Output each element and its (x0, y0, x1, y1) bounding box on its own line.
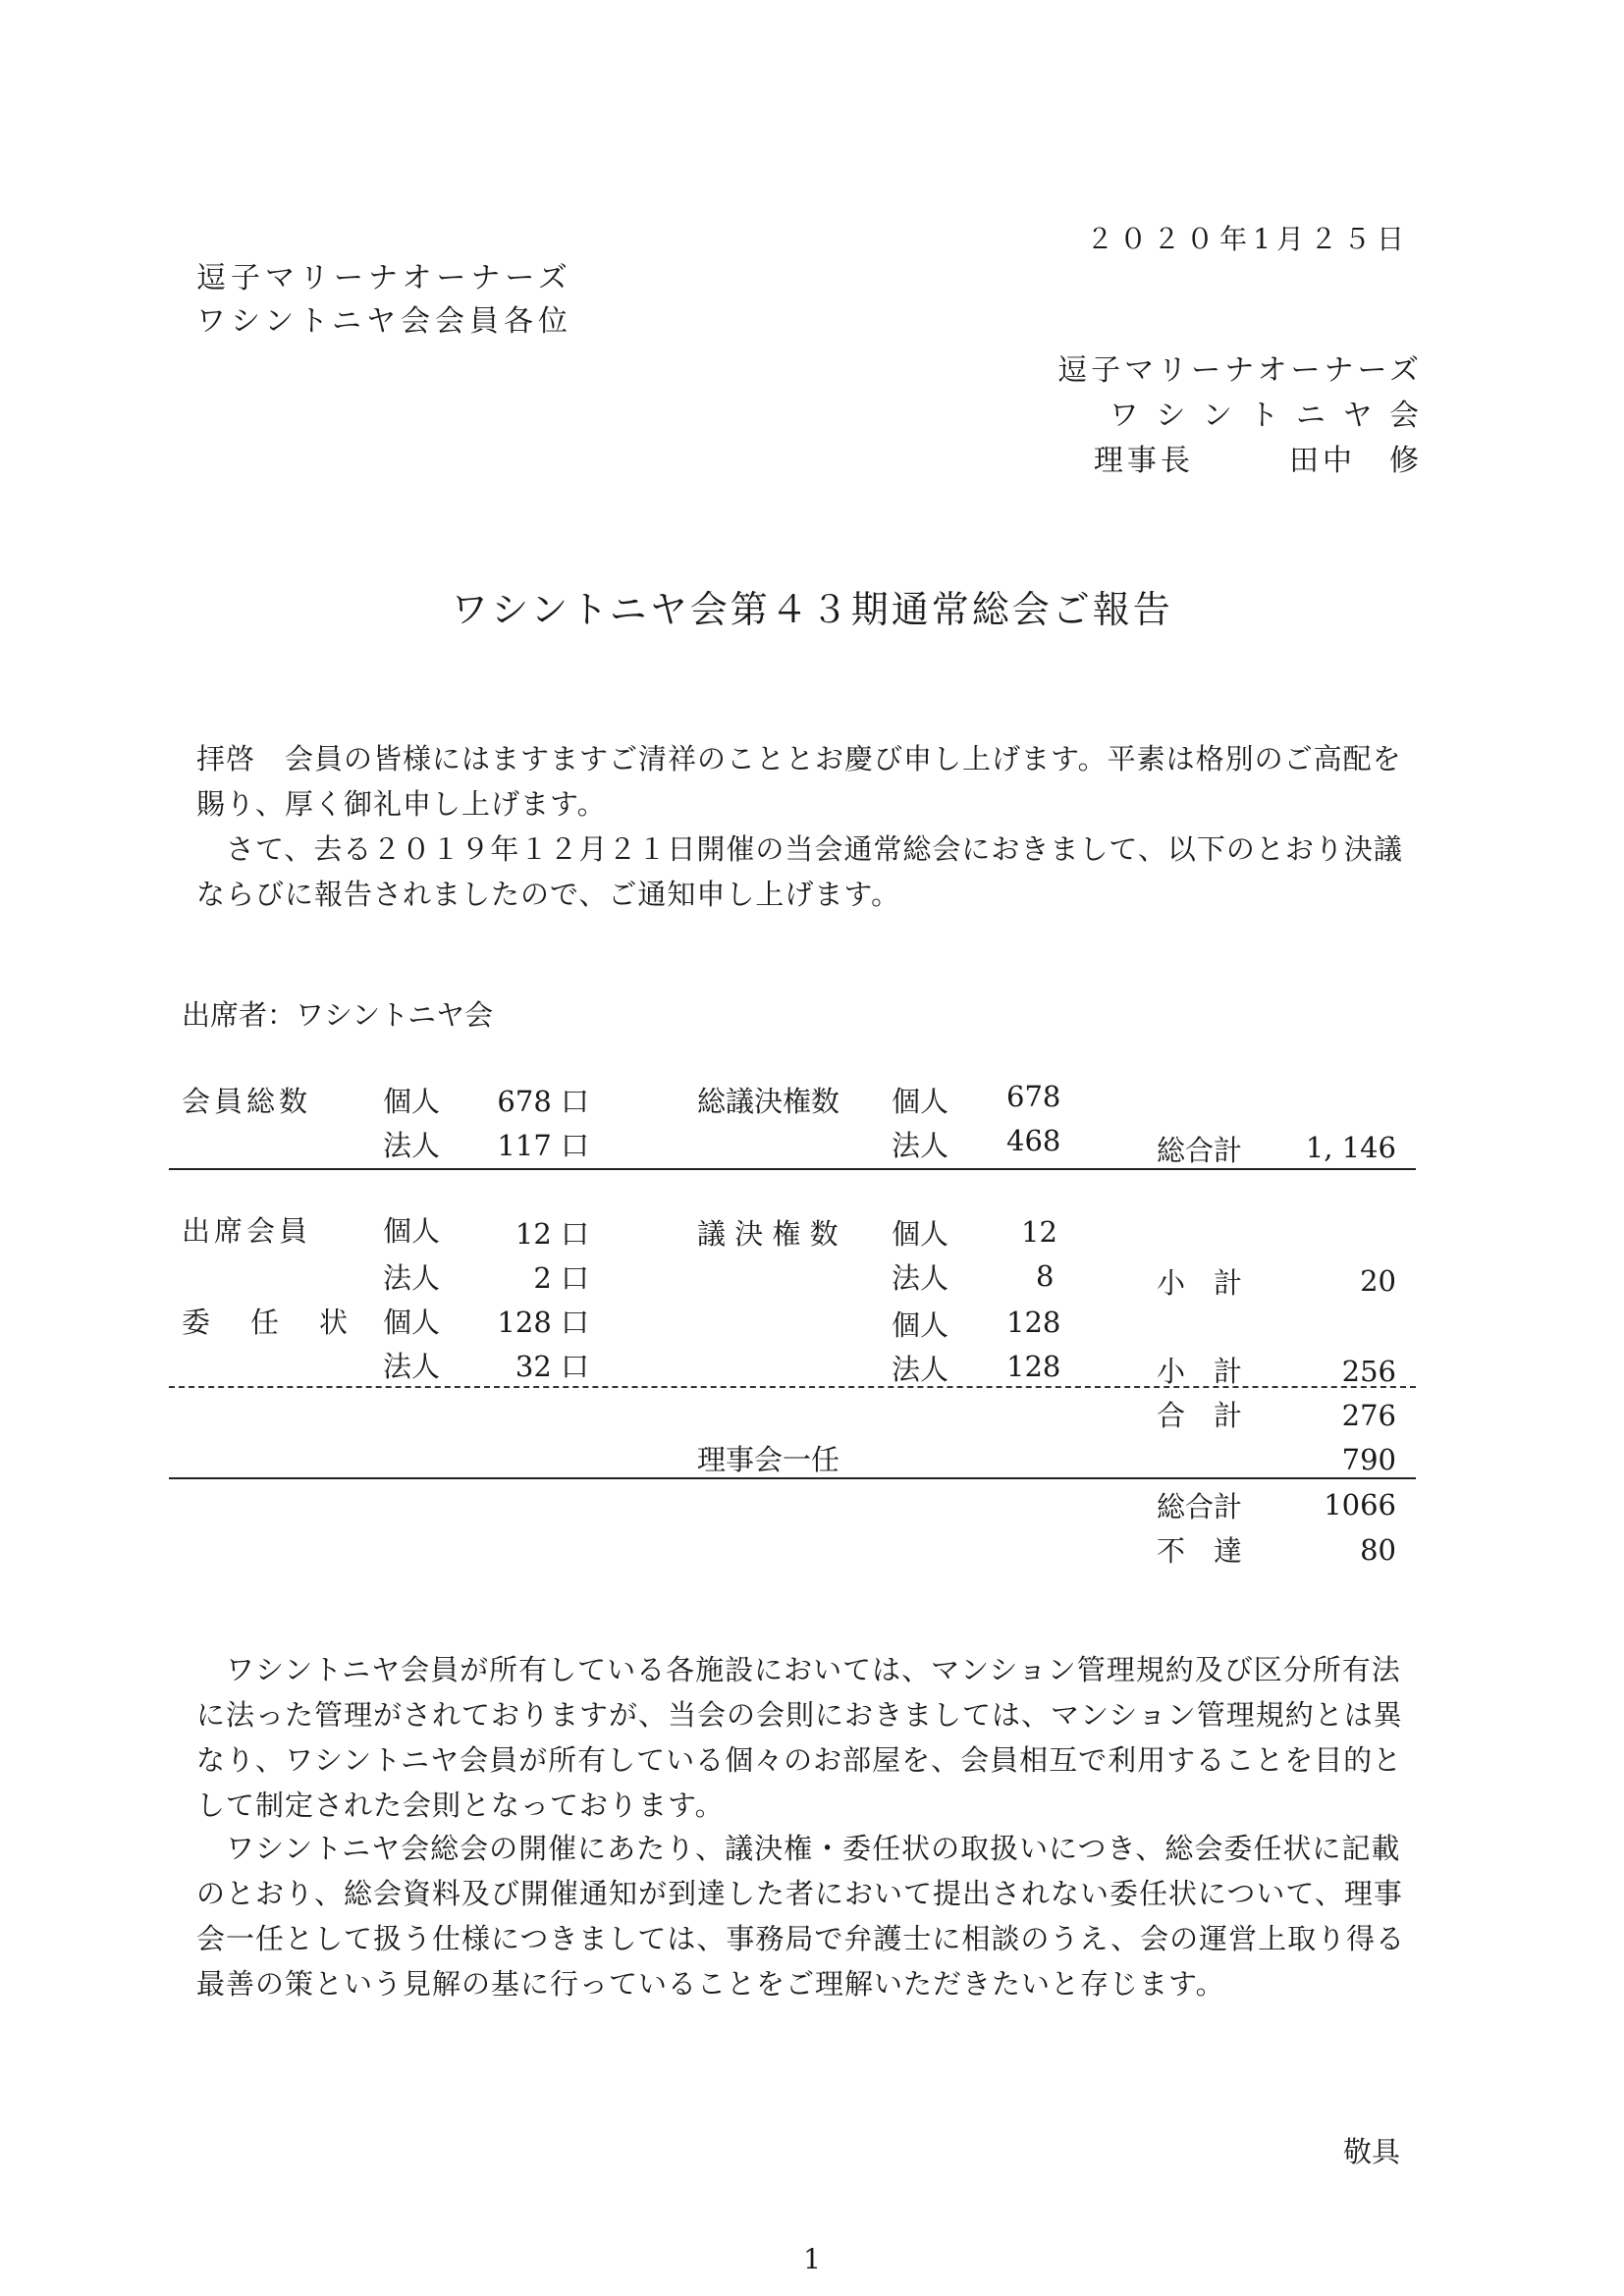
votes-proxy-corporate-label: 法人 (892, 1353, 949, 1386)
attending-label: 出席会員 (182, 1214, 312, 1248)
intro-paragraph-1: 拝啓 会員の皆様にはますますご清祥のこととお慶び申し上げます。平素は格別のご高配を賜り、厚く御礼申し上げます。 (196, 742, 1402, 821)
attending-individual-label: 個人 (383, 1214, 441, 1248)
total-votes-individual-value: 678 (1006, 1080, 1061, 1113)
proxy-label: 委 任 状 (182, 1306, 354, 1339)
total-votes-corporate-value: 468 (1006, 1124, 1061, 1157)
votes-proxy-individual-value: 128 (1006, 1306, 1061, 1339)
board-value: 790 (1341, 1443, 1396, 1476)
subtotal-1-label: 小 計 (1157, 1266, 1243, 1300)
body-paragraph-2: ワシントニヤ会総会の開催にあたり、議決権・委任状の取扱いにつき、総会委任状に記載のとおり、総会資料及び開催通知が到達した者において提出されない委任状について、理事会一任として扱う仕様につきましては、事務局で弁護士に相談のうえ、会の運営上取り得る最善の策という見解の基に行っていることをご理解いただきたいと存じます。 (196, 1832, 1406, 2001)
body-paragraph-1: ワシントニヤ会員が所有している各施設においては、マンション管理規約及び区分所有法に法った管理がされておりますが、当会の会則におきましては、マンション管理規約とは異なり、ワシントニヤ会員が所有している個々のお部屋を、会員相互で利用することを目的として制定された会則となっております。 (196, 1653, 1403, 1822)
votes-att-individual-label: 個人 (892, 1217, 949, 1251)
table-rule-dashed (169, 1386, 1416, 1388)
total-votes-label: 総議決権数 (697, 1085, 840, 1118)
votes-proxy-individual-label: 個人 (892, 1308, 949, 1342)
attending-corporate-label: 法人 (383, 1261, 441, 1295)
table-rule-1 (169, 1168, 1416, 1170)
proxy-corporate-label: 法人 (383, 1350, 441, 1383)
total-votes-individual-label: 個人 (892, 1085, 949, 1118)
board-label: 理事会一任 (697, 1443, 840, 1476)
total-value: 276 (1341, 1399, 1396, 1432)
total-votes-corporate-label: 法人 (892, 1129, 949, 1162)
members-individual-label: 個人 (383, 1085, 441, 1118)
grand-total-label: 総合計 (1157, 1134, 1243, 1167)
attendee-label: 出席者：ワシントニヤ会 (182, 998, 494, 1032)
grand-total-value: 1, 146 (1305, 1131, 1396, 1164)
votes-att-individual-value: 12 (1021, 1215, 1057, 1249)
proxy-individual-label: 個人 (383, 1306, 441, 1339)
members-corporate-label: 法人 (383, 1129, 441, 1162)
addressee-line-1: 逗子マリーナオーナーズ (196, 261, 572, 295)
votes-proxy-corporate-value: 128 (1006, 1350, 1061, 1383)
document-date: ２０２０年1月２５日 (1086, 223, 1410, 255)
intro-paragraph-2: さて、去る２０１９年１２月２１日開催の当会通常総会におきまして、以下のとおり決議ならびに報告されましたので、ご通知申し上げます。 (196, 832, 1403, 911)
sender-role: 理事長 (1093, 444, 1194, 478)
undelivered-value: 80 (1360, 1533, 1396, 1567)
subtotal-2-label: 小 計 (1157, 1355, 1243, 1388)
members-corporate-value: 117 口 (497, 1129, 589, 1162)
votes-att-corporate-value: 8 (1036, 1259, 1055, 1293)
votes-att-corporate-label: 法人 (892, 1261, 949, 1295)
page-number: 1 (803, 2243, 821, 2275)
closing-word: 敬具 (1342, 2135, 1400, 2168)
table-rule-2 (169, 1477, 1416, 1479)
overall-value: 1066 (1324, 1488, 1396, 1522)
subtotal-2-value: 256 (1341, 1355, 1396, 1388)
members-individual-value: 678 口 (497, 1085, 589, 1118)
document-title: ワシントニヤ会第４３期通常総会ご報告 (451, 588, 1173, 631)
members-total-label: 会員総数 (182, 1085, 312, 1118)
attending-corporate-value: 2 口 (533, 1261, 589, 1295)
total-label: 合 計 (1157, 1399, 1243, 1432)
attending-individual-value: 12 口 (514, 1217, 589, 1251)
sender-signature (1094, 436, 1423, 479)
overall-label: 総合計 (1157, 1490, 1243, 1523)
undelivered-label: 不 達 (1157, 1534, 1243, 1568)
proxy-individual-value: 128 口 (497, 1306, 589, 1339)
sender-org-1: 逗子マリーナオーナーズ (1057, 353, 1423, 388)
sender-org-2: ワ シ ン ト ニ ヤ 会 (1109, 399, 1423, 433)
addressee-line-2: ワシントニヤ会会員各位 (196, 304, 573, 339)
proxy-corporate-value: 32 口 (514, 1350, 589, 1383)
sender-name: 田中 修 (1289, 444, 1423, 478)
subtotal-1-value: 20 (1360, 1264, 1396, 1298)
votes-label: 議 決 権 数 (697, 1217, 839, 1251)
